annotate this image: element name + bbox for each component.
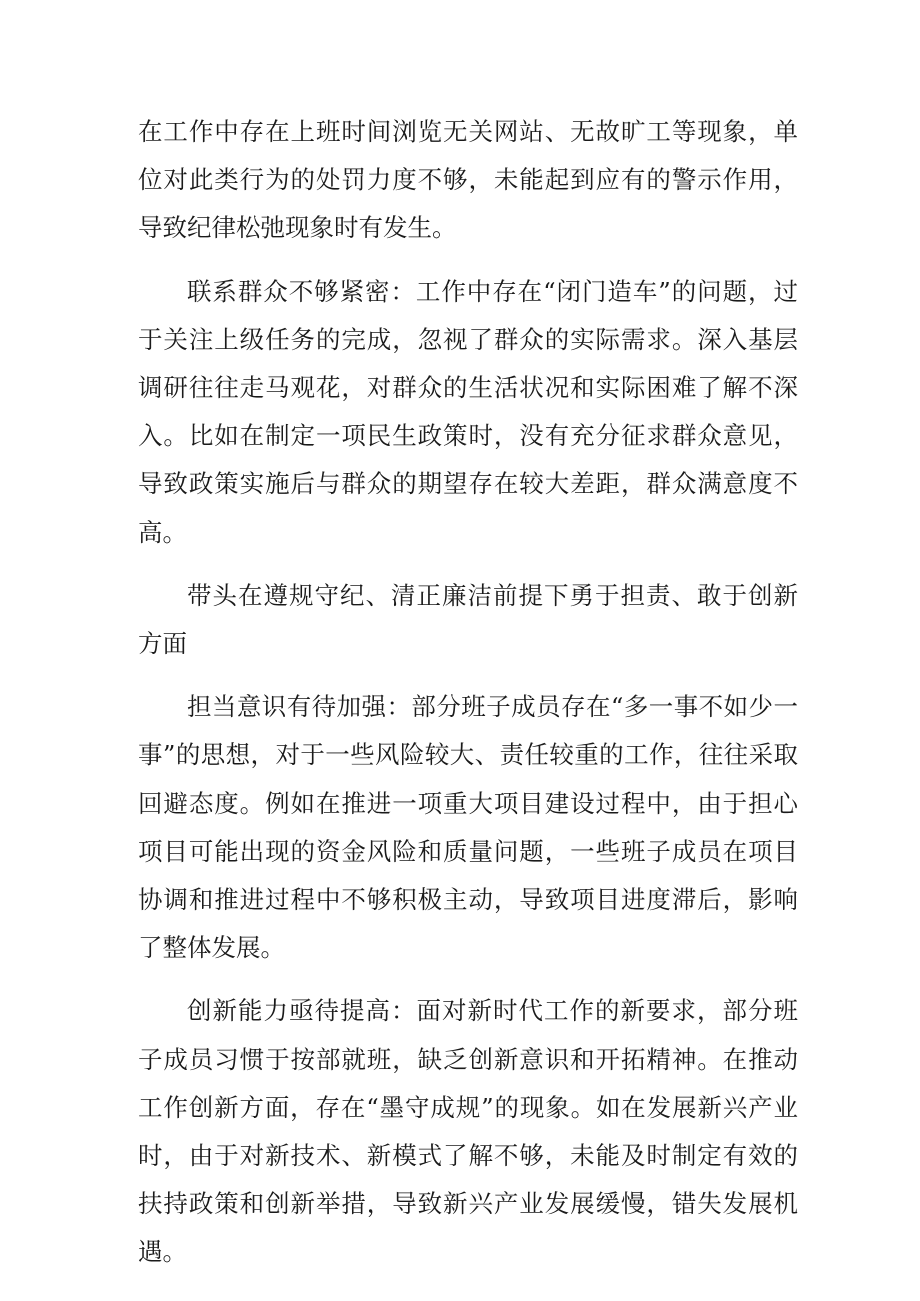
paragraph-responsibility: 担当意识有待加强：部分班子成员存在“多一事不如少一事”的思想，对于一些风险较大、责任较重的工作，往往采取回避态度。例如在推进一项重大项目建设过程中，由于担心项目可能出现的资金风险和质量问题，一些班子成员在项目协调和推进过程中不够积极主动，导致项目进度滞后，影响了整体发展。 bbox=[138, 692, 798, 963]
document-page bbox=[138, 108, 798, 1292]
paragraph-discipline-continued: 在工作中存在上班时间浏览无关网站、无故旷工等现象，单位对此类行为的处罚力度不够，未能起到应有的警示作用，导致纪律松弛现象时有发生。 bbox=[138, 117, 798, 243]
paragraph-contact-masses: 联系群众不够紧密：工作中存在“闭门造车”的问题，过于关注上级任务的完成，忽视了群众的实际需求。深入基层调研往往走马观花，对群众的生活状况和实际困难了解不深入。比如在制定一项民生政策时，没有充分征求群众意见，导致政策实施后与群众的期望存在较大差距，群众满意度不高。 bbox=[138, 276, 798, 547]
paragraph-innovation: 创新能力亟待提高：面对新时代工作的新要求，部分班子成员习惯于按部就班，缺乏创新意识和开拓精神。在推动工作创新方面，存在“墨守成规”的现象。如在发展新兴产业时，由于对新技术、新模式了解不够，未能及时制定有效的扶持政策和创新举措，导致新兴产业发展缓慢，错失发展机遇。 bbox=[138, 996, 798, 1267]
section-heading-responsibility-innovation: 带头在遵规守纪、清正廉洁前提下勇于担责、敢于创新方面 bbox=[138, 580, 798, 659]
